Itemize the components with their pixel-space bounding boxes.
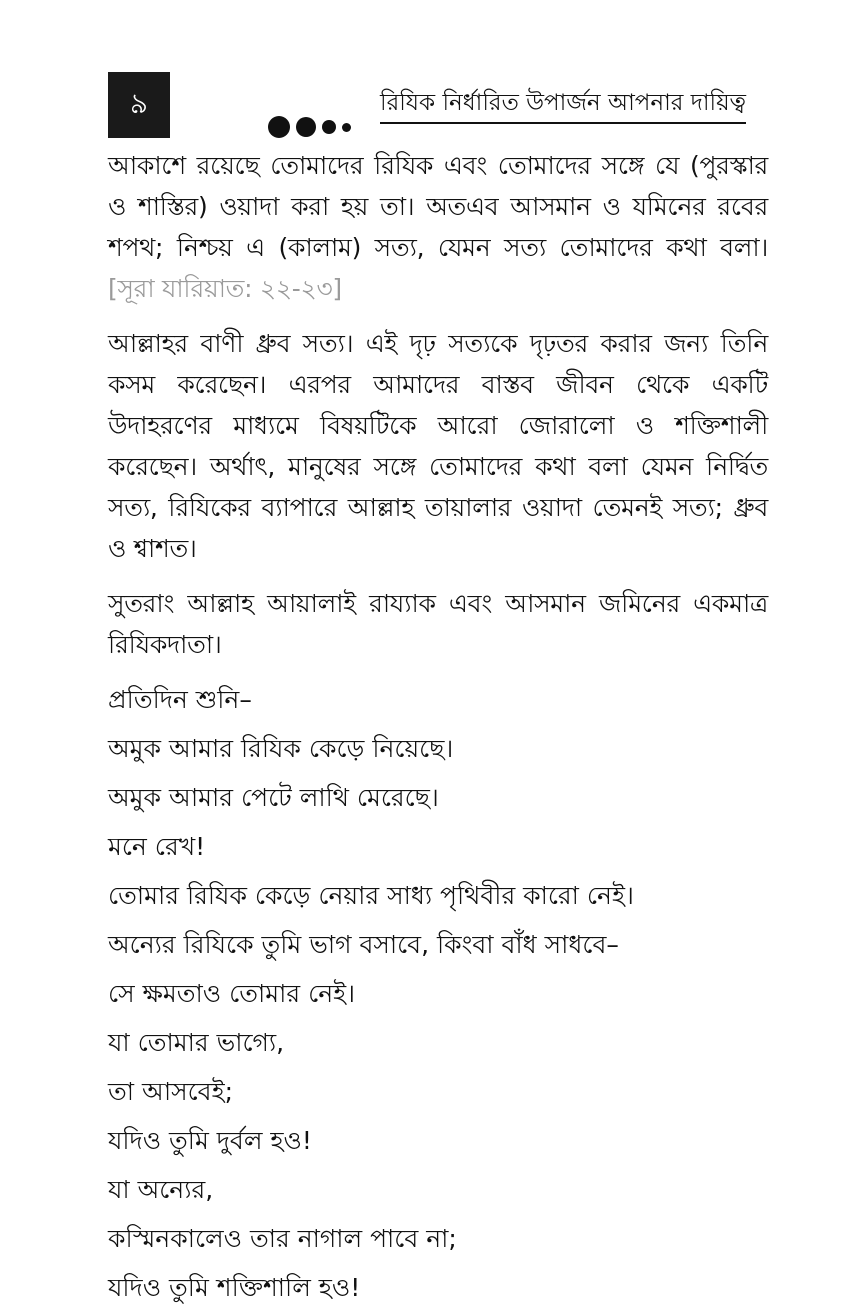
paragraph-explanation: আল্লাহর বাণী ধ্রুব সত্য। এই দৃঢ় সত্যকে দৃঢ়তর করার জন্য তিনি কসম করেছেন। এরপর আমাদের বাস্তব জীবন থেকে একটি উদাহরণের মাধ্যমে বিষয়টিকে আরো জোরালো ও শক্তিশালী করেছেন। অর্থাৎ, মানুষের সঙ্গে তোমাদের কথা বলা যেমন নির্দ্বিত সত্য, রিযিকের ব্যাপারে আল্লাহ তায়ালার ওয়াদা তেমনই সত্য; ধ্রুব ও শ্বাশত।	[108, 329, 768, 563]
verse-line: অন্যের রিযিকে তুমি ভাগ বসাবে, কিংবা বাঁধ সাধবে–	[108, 930, 619, 959]
dot-icon	[268, 116, 290, 138]
verse-line: অমুক আমার পেটে লাথি মেরেছে।	[108, 783, 439, 812]
verse-line: যা তোমার ভাগ্যে,	[108, 1028, 285, 1057]
verse-line: তোমার রিযিক কেড়ে নেয়ার সাধ্য পৃথিবীর কারো নেই।	[108, 881, 634, 910]
verse-line: কস্মিনকালেও তার নাগাল পাবে না;	[108, 1224, 457, 1253]
header-dots-ornament	[268, 116, 351, 138]
paragraph-conclusion: সুতরাং আল্লাহ আয়ালাই রায্যাক এবং আসমান জমিনের একমাত্র রিযিকদাতা।	[108, 589, 768, 659]
dot-icon	[296, 117, 316, 137]
verse-line: প্রতিদিন শুনি–	[108, 685, 252, 714]
verse-line: তা আসবেই;	[108, 1077, 234, 1106]
quran-translation-text: আকাশে রয়েছে তোমাদের রিযিক এবং তোমাদের সঙ্গে যে (পুরস্কার ও শাস্তির) ওয়াদা করা হয় তা। অতএব আসমান ও যমিনের রবের শপথ; নিশ্চয় এ (কালাম) সত্য, যেমন সত্য তোমাদের কথা বলা।	[108, 151, 768, 262]
verse-line: যদিও তুমি দুর্বল হও!	[108, 1126, 312, 1155]
verse-line: যা অন্যের,	[108, 1175, 214, 1204]
page-number: ৯	[108, 72, 170, 138]
dot-icon	[322, 120, 336, 134]
verse-line: মনে রেখ!	[108, 832, 206, 861]
verse-line: অমুক আমার রিযিক কেড়ে নিয়েছে।	[108, 734, 454, 763]
paragraph-quran-translation	[108, 145, 768, 309]
verse-line: যদিও তুমি শক্তিশালি হও!	[108, 1273, 361, 1302]
surah-citation: [সূরা যারিয়াত: ২২-২৩]	[108, 274, 342, 303]
verse-line: সে ক্ষমতাও তোমার নেই।	[108, 979, 356, 1008]
dot-icon	[342, 123, 351, 132]
running-header-title: রিযিক নির্ধারিত উপার্জন আপনার দায়িত্ব	[380, 90, 746, 124]
page-body	[108, 145, 768, 1316]
